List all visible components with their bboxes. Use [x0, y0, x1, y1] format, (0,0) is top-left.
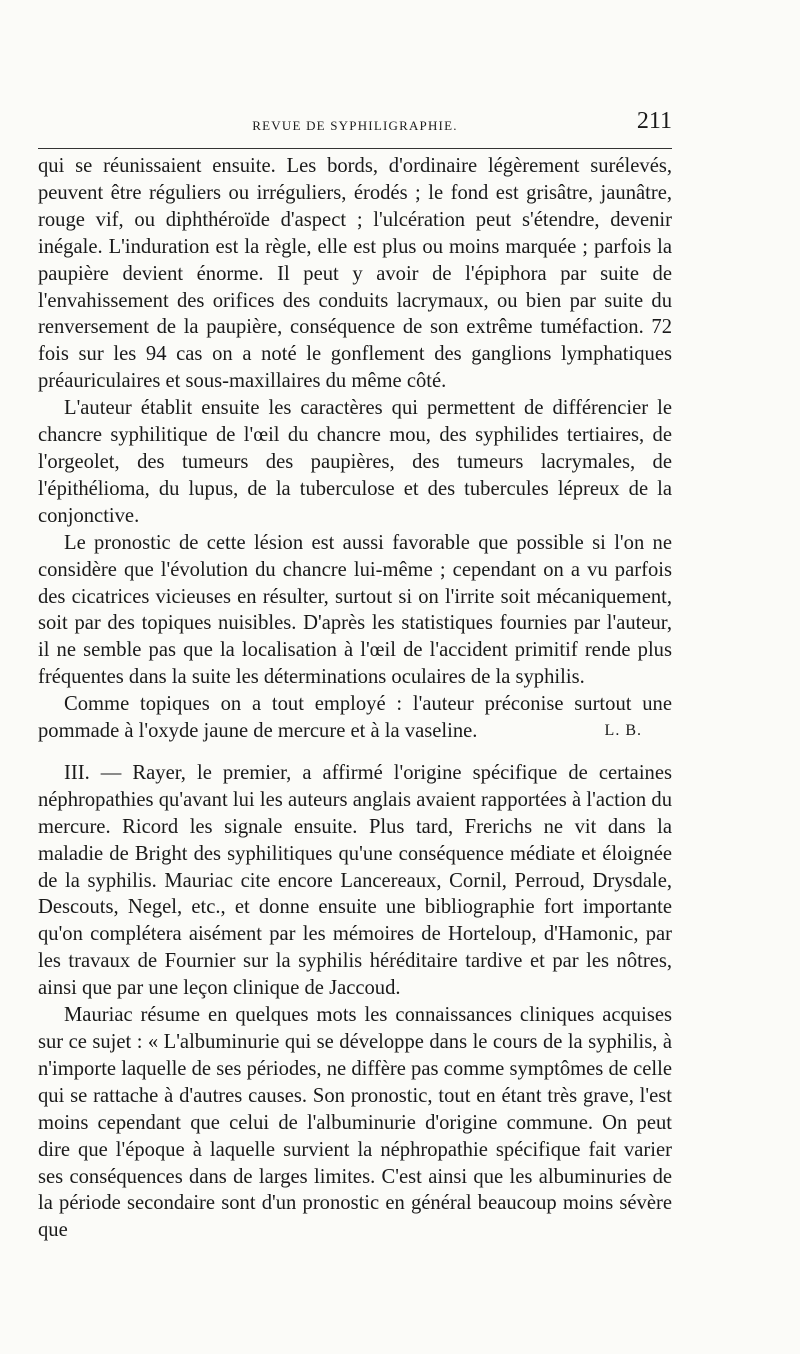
book-page: [38, 108, 672, 1244]
paragraph: qui se réunissaient ensuite. Les bords, d'ordinaire légèrement surélevés, peuvent être réguliers ou irréguliers, érodés ; le fond est grisâtre, jaunâtre, rouge vif, ou diphthéroïde d'aspect ; l'ulcération peut s'étendre, devenir inégale. L'induration est la règle, elle est plus ou moins marquée ; parfois la paupière devient énorme. Il peut y avoir de l'épiphora par suite de l'envahissement des orifices des conduits lacrymaux, ou bien par suite du renversement de la paupière, conséquence de son extrême tuméfaction. 72 fois sur les 94 cas on a noté le gonflement des ganglions lymphatiques préauriculaires et sous-maxillaires du même côté.: [38, 155, 672, 393]
paragraph-text: Comme topiques on a tout employé : l'auteur préconise surtout une pommade à l'oxyde jaune de mercure et à la vaseline.: [38, 693, 672, 743]
paragraph: III. — Rayer, le premier, a affirmé l'origine spécifique de certaines néphropathies qu'avant lui les auteurs anglais avaient rapportées à l'action du mercure. Ricord les signale ensuite. Plus tard, Frerichs ne vit dans la maladie de Bright des syphilitiques qu'une conséquence médiate et éloignée de la syphilis. Mauriac cite encore Lancereaux, Cornil, Perroud, Drysdale, Descouts, Negel, etc., et donne ensuite une bibliographie fort importante qu'on complétera aisément par les mémoires de Horteloup, d'Hamonic, par les travaux de Fournier sur la syphilis héréditaire tardive et par les nôtres, ainsi que par une leçon clinique de Jaccoud.: [38, 761, 672, 1000]
running-title: REVUE DE SYPHILIGRAPHIE.: [252, 118, 458, 133]
paragraph: [38, 691, 672, 745]
body-text: [38, 153, 672, 1244]
header-rule: [38, 148, 672, 149]
author-signature: L. B.: [604, 722, 642, 740]
running-head: [38, 108, 672, 138]
paragraph: Le pronostic de cette lésion est aussi favorable que possible si l'on ne considère que l'évolution du chancre lui-même ; cependant on a vu parfois des cicatrices vicieuses en résulter, surtout si on l'irrite soit mécaniquement, soit par des topiques nuisibles. D'après les statistiques fournies par l'auteur, il ne semble pas que la localisation à l'œil de l'accident primitif rende plus fréquentes dans la suite les déterminations oculaires de la syphilis.: [38, 531, 672, 689]
paragraph: L'auteur établit ensuite les caractères qui permettent de différencier le chancre syphilitique de l'œil du chancre mou, des syphilides tertiaires, de l'orgeolet, des tumeurs des paupières, des tumeurs lacrymales, de l'épithélioma, du lupus, de la tuberculose et des tubercules lépreux de la conjonctive.: [38, 397, 672, 527]
page-number: 211: [636, 108, 672, 134]
paragraph: Mauriac résume en quelques mots les connaissances cliniques acquises sur ce sujet : « L'albuminurie qui se développe dans le cours de la syphilis, à n'importe laquelle de ses périodes, ne diffère pas comme symptômes de celle qui se rattache à d'autres causes. Son pronostic, tout en étant très grave, l'est moins cependant que celui de l'albuminurie d'origine commune. On peut dire que l'époque à laquelle survient la néphropathie spécifique fait varier ses conséquences dans de larges limites. C'est ainsi que les albuminuries de la période secondaire sont d'un pronostic en général beaucoup moins sévère que: [38, 1004, 672, 1242]
section-gap: [38, 745, 672, 760]
